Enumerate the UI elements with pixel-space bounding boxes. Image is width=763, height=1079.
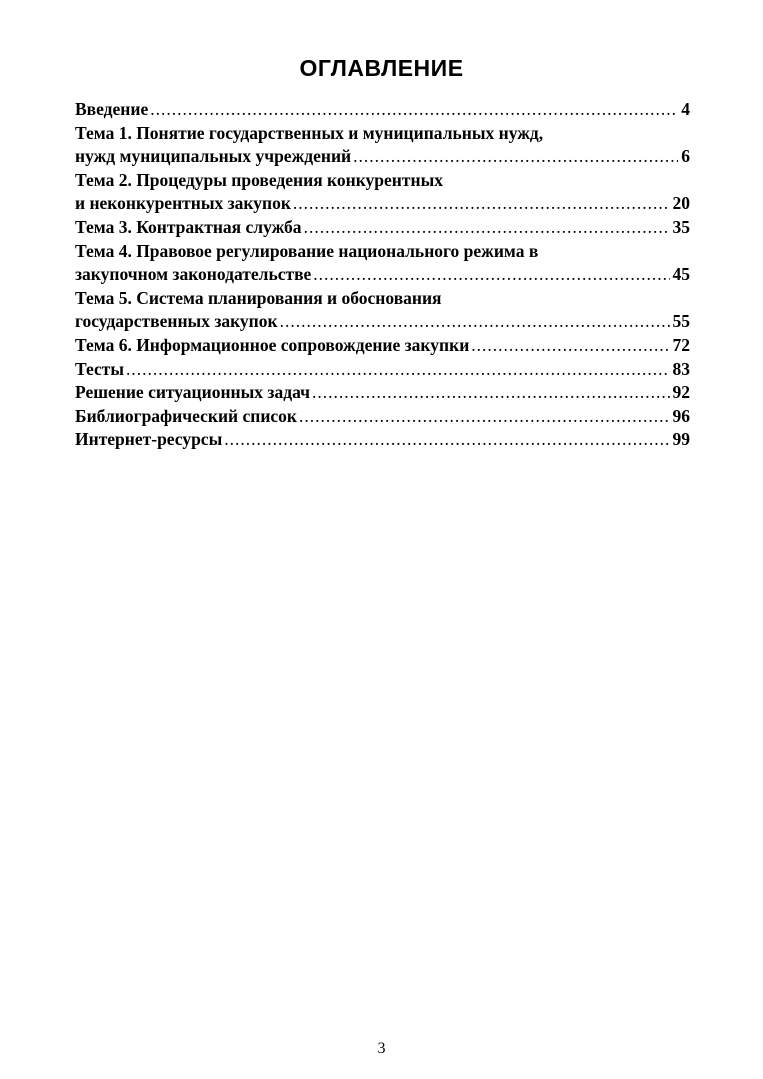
toc-entry-topic-5[interactable] xyxy=(75,310,690,334)
toc-leader-dots xyxy=(353,145,678,169)
toc-leader-dots xyxy=(126,358,669,382)
toc-entry-title-line[interactable] xyxy=(75,287,690,311)
table-of-contents xyxy=(75,98,690,452)
toc-entry-title: Интернет-ресурсы xyxy=(75,429,223,450)
toc-page-number: 55 xyxy=(672,311,690,332)
toc-page-number: 45 xyxy=(672,264,690,285)
toc-leader-dots xyxy=(299,405,669,429)
toc-entry-topic-3[interactable] xyxy=(75,216,690,240)
toc-page-number: 20 xyxy=(672,193,690,214)
toc-entry-title: нужд муниципальных учреждений xyxy=(75,146,352,167)
toc-page-number: 99 xyxy=(672,429,690,450)
toc-entry-title: Тема 5. Система планирования и обоснования xyxy=(75,287,442,308)
toc-entry-title-line[interactable] xyxy=(75,169,690,193)
toc-entry-title: Решение ситуационных задач xyxy=(75,382,310,403)
toc-entry-title: и неконкурентных закупок xyxy=(75,193,291,214)
toc-leader-dots xyxy=(293,192,670,216)
toc-leader-dots xyxy=(312,381,670,405)
toc-entry-internet-resources[interactable] xyxy=(75,428,690,452)
toc-page-number: 4 xyxy=(681,99,690,119)
toc-page-number: 72 xyxy=(672,334,690,355)
toc-entry-title-line[interactable] xyxy=(75,240,690,264)
toc-leader-dots xyxy=(150,98,678,122)
toc-page-number: 96 xyxy=(672,405,690,426)
toc-entry-case-studies[interactable] xyxy=(75,381,690,405)
toc-page-number: 83 xyxy=(672,358,690,379)
toc-page-number: 92 xyxy=(672,382,690,403)
toc-entry-title: Библиографический список xyxy=(75,405,298,426)
toc-entry-topic-4[interactable] xyxy=(75,263,690,287)
toc-entry-topic-1[interactable] xyxy=(75,145,690,169)
toc-entry-tests[interactable] xyxy=(75,358,690,382)
toc-leader-dots xyxy=(304,216,670,240)
toc-entry-title: закупочном законодательстве xyxy=(75,264,312,285)
toc-entry-title: Тема 3. Контрактная служба xyxy=(75,216,302,237)
toc-leader-dots xyxy=(224,428,669,452)
toc-entry-topic-6[interactable] xyxy=(75,334,690,358)
toc-leader-dots xyxy=(471,334,669,358)
toc-entry-title: государственных закупок xyxy=(75,311,278,332)
toc-leader-dots xyxy=(280,310,670,334)
toc-entry-title: Тема 4. Правовое регулирование национального режима в xyxy=(75,240,539,261)
page-title: ОГЛАВЛЕНИЕ xyxy=(299,55,464,81)
page-number: 3 xyxy=(377,1040,386,1057)
toc-leader-dots xyxy=(313,263,669,287)
toc-entry-bibliography[interactable] xyxy=(75,405,690,429)
toc-entry-title-line[interactable] xyxy=(75,122,690,146)
toc-entry-title: Введение xyxy=(75,99,149,119)
toc-entry-introduction[interactable] xyxy=(75,98,690,122)
toc-entry-title: Тема 2. Процедуры проведения конкурентных xyxy=(75,169,443,190)
toc-entry-title: Тесты xyxy=(75,358,125,379)
toc-entry-title: Тема 6. Информационное сопровождение закупки xyxy=(75,334,470,355)
toc-page-number: 35 xyxy=(672,216,690,237)
toc-page-number: 6 xyxy=(681,146,690,167)
toc-entry-topic-2[interactable] xyxy=(75,192,690,216)
toc-entry-title: Тема 1. Понятие государственных и муниципальных нужд, xyxy=(75,122,544,143)
